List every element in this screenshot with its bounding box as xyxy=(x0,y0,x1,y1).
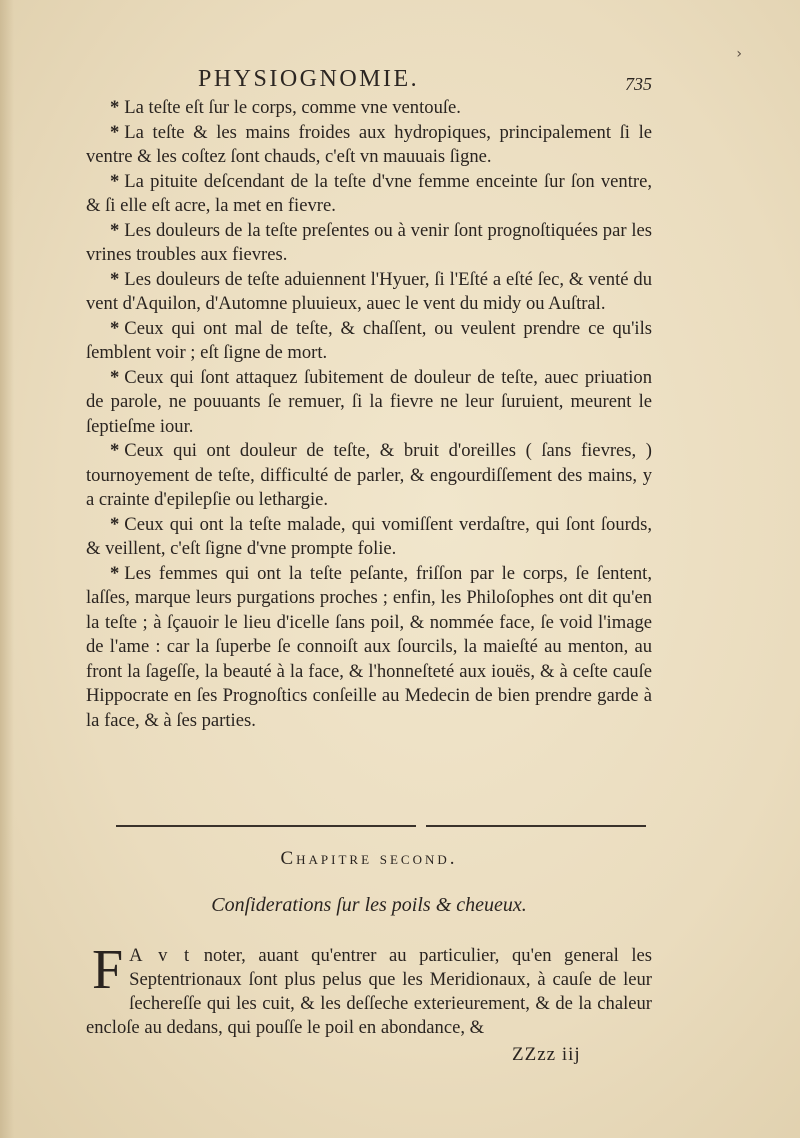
asterisk-marker: * xyxy=(110,219,120,241)
asterisk-marker: * xyxy=(110,562,120,584)
divider-rule-right xyxy=(426,825,646,827)
running-title: PHYSIOGNOMIE. xyxy=(198,66,420,92)
running-head xyxy=(86,66,652,94)
asterisk-marker: * xyxy=(110,317,120,339)
paragraph-text: Les femmes qui ont la teſte peſante, friſſon par le corps, ſe ſentent, laſſes, marque leurs purgations proches ; enfin, les Philoſophes ont dit qu'en la teſte ; à ſçauoir le lieu d'icelle ſans poil, & nommée face, ſe void l'image de l'ame : car la ſuperbe ſe connoiſt aux ſourcils, la maieſté au menton, au front la ſageſſe, la beauté à la face, & l'honneſteté aux iouës, & à ceſte cauſe Hippocrate en ſes Prognoſtics conſeille au Medecin de bien prendre garde à la face, & à ſes parties. xyxy=(86,562,652,731)
opening-text: noter, auant qu'entrer au particulier, qu'en general les Septentrionaux ſont plus pelus que les Meridionaux, à cauſe de leur ſechereſſe qui les cuit, & les deſſeche exterieurement, & de la chaleur encloſe au dedans, qui pouſſe le poil en abondance, & xyxy=(86,945,652,1038)
asterisk-marker: * xyxy=(110,440,120,461)
paragraph-text: Ceux qui ont douleur de teſte, & bruit d'oreilles ( ſans fievres, ) tournoyement de teſte, difficulté de parler, & engourdiſſement des mains, y a crainte d'epilepſie ou lethargie. xyxy=(86,440,652,510)
paragraph xyxy=(86,268,652,317)
paragraph-text: La pituite deſcendant de la teſte d'vne femme enceinte ſur ſon ventre, & ſi elle eſt acre, la met en fievre. xyxy=(86,170,652,216)
asterisk-marker: * xyxy=(110,513,120,535)
chapter-opening-paragraph xyxy=(86,939,652,1040)
paragraph xyxy=(86,513,652,562)
paragraph xyxy=(86,366,652,440)
paragraph-text: La teſte & les mains froides aux hydropiques, principalement ſi le ventre & les coſtez ſont chauds, c'eſt vn mauuais ſigne. xyxy=(86,121,652,167)
paragraph-text: La teſte eſt ſur le corps, comme vne ventouſe. xyxy=(124,97,461,118)
asterisk-marker: * xyxy=(110,170,120,192)
opening-lead-caps: A v t xyxy=(129,945,192,966)
section-divider xyxy=(116,822,646,830)
divider-rule-left xyxy=(116,825,416,827)
paragraph xyxy=(86,170,652,219)
paragraph xyxy=(86,219,652,268)
paragraph xyxy=(86,96,652,121)
paragraph xyxy=(86,317,652,366)
paragraph xyxy=(86,121,652,170)
page-edge-shadow xyxy=(0,0,14,1138)
paragraph-text: Ceux qui ont mal de teſte, & chaſſent, ou veulent prendre ce qu'ils ſemblent voir ; eſt ſigne de mort. xyxy=(86,317,652,363)
paragraph-text: Ceux qui ſont attaquez ſubitement de douleur de teſte, auec priuation de parole, ne pouuants ſe remuer, ſi la fievre ne leur ſuruient, meurent le ſeptieſme iour. xyxy=(86,366,652,437)
asterisk-marker: * xyxy=(110,121,120,143)
margin-mark: › xyxy=(736,46,742,62)
paragraph-text: Les douleurs de teſte aduiennent l'Hyuer, ſi l'Eſté a eſté ſec, & venté du vent d'Aquilon, d'Automne pluuieux, auec le vent du midy ou Auſtral. xyxy=(86,268,652,314)
chapter-subtitle: Conſiderations ſur les poils & cheueux. xyxy=(211,894,527,916)
signature-mark: ZZzz iij xyxy=(512,1044,581,1065)
chapter-heading: Chapitre second. xyxy=(280,848,458,869)
paragraph xyxy=(86,562,652,734)
page-number: 735 xyxy=(625,74,652,94)
drop-cap: F xyxy=(92,939,124,1001)
paragraph-text: Ceux qui ont la teſte malade, qui vomiſſent verdaſtre, qui ſont ſourds, & veillent, c'eſt ſigne d'vne prompte folie. xyxy=(86,513,652,559)
main-text xyxy=(86,96,652,733)
asterisk-marker: * xyxy=(110,97,120,118)
paragraph xyxy=(86,439,652,513)
asterisk-marker: * xyxy=(110,268,120,290)
asterisk-marker: * xyxy=(110,366,120,388)
paragraph-text: Les douleurs de la teſte preſentes ou à venir ſont prognoſtiquées par les vrines troubles aux fievres. xyxy=(86,219,652,265)
